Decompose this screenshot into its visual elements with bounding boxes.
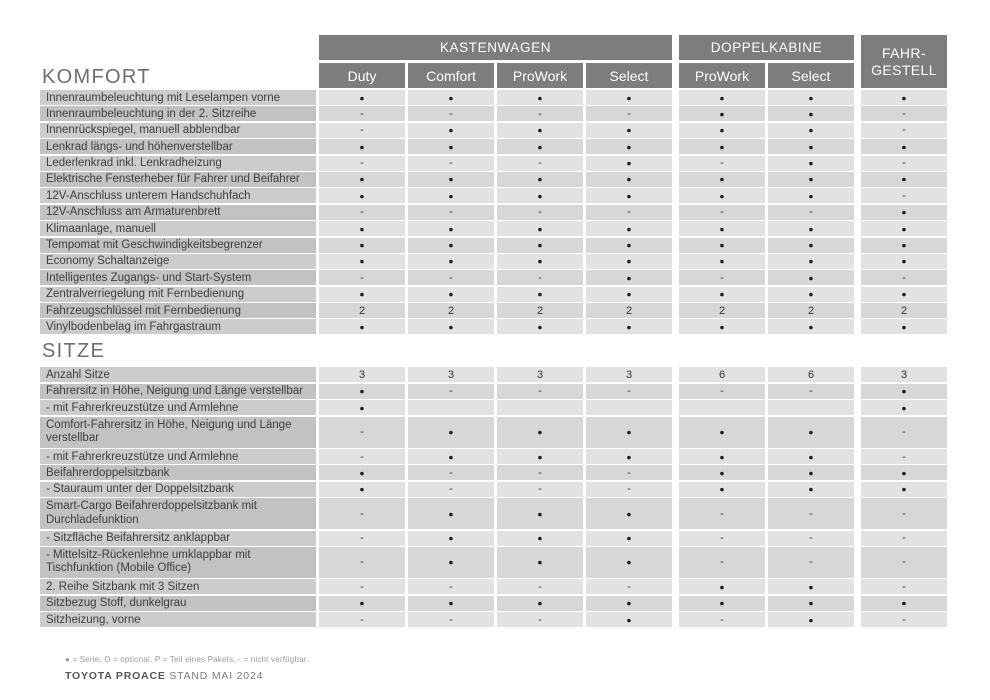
value-cell: ● [319, 221, 405, 236]
value-cell [679, 400, 765, 415]
value-cell: ● [768, 172, 854, 187]
value-cell: ● [679, 254, 765, 269]
table-row [40, 482, 990, 497]
value-cell: ● [319, 238, 405, 253]
value-cell: - [497, 482, 583, 497]
value-cell [408, 400, 494, 415]
value-cell: - [497, 465, 583, 480]
table-row [40, 384, 990, 399]
value-cell: ● [861, 90, 947, 105]
value-cell: ● [408, 188, 494, 203]
value-cell: - [319, 498, 405, 529]
value-cell: - [497, 106, 583, 121]
feature-label: 2. Reihe Sitzbank mit 3 Sitzen [40, 579, 316, 594]
trim-name-row [319, 63, 672, 88]
footer [40, 655, 990, 682]
feature-label: 12V-Anschluss unterem Handschuhfach [40, 188, 316, 203]
table-row [40, 254, 990, 269]
value-cell: - [497, 156, 583, 171]
table-row [40, 498, 990, 529]
table-row [40, 123, 990, 138]
value-cell: ● [768, 90, 854, 105]
feature-label: Smart-Cargo Beifahrerdoppelsitzbank mit Durchladefunktion [40, 498, 316, 529]
trim-column-header: ProWork [679, 63, 765, 88]
value-cell: ● [861, 172, 947, 187]
feature-label: Innenrückspiegel, manuell abblendbar [40, 123, 316, 138]
value-cell: ● [408, 547, 494, 578]
feature-label: Innenraumbeleuchtung in der 2. Sitzreihe [40, 106, 316, 121]
feature-label: Fahrersitz in Höhe, Neigung und Länge verstellbar [40, 384, 316, 399]
table-body [40, 90, 990, 627]
value-cell: ● [586, 156, 672, 171]
value-cell: - [861, 123, 947, 138]
value-cell: ● [861, 254, 947, 269]
column-groups [319, 35, 947, 88]
value-cell: ● [408, 172, 494, 187]
value-cell: ● [497, 417, 583, 448]
value-cell: - [679, 531, 765, 546]
trim-column-header: ProWork [497, 63, 583, 88]
value-cell: - [861, 417, 947, 448]
value-cell: ● [586, 90, 672, 105]
value-cell: ● [497, 449, 583, 464]
value-cell: ● [679, 172, 765, 187]
table-row [40, 303, 990, 318]
value-cell: 6 [679, 367, 765, 382]
value-cell: - [408, 482, 494, 497]
value-cell: 2 [861, 303, 947, 318]
value-cell: - [497, 270, 583, 285]
value-cell: ● [497, 254, 583, 269]
brand-line [65, 670, 990, 682]
value-cell [497, 400, 583, 415]
trim-column-header: Duty [319, 63, 405, 88]
trim-column-header: Comfort [408, 63, 494, 88]
value-cell: 2 [319, 303, 405, 318]
trim-column-header: Select [768, 63, 854, 88]
value-cell: 2 [408, 303, 494, 318]
value-cell: - [861, 449, 947, 464]
value-cell: ● [861, 139, 947, 154]
table-row [40, 612, 990, 627]
table-row [40, 221, 990, 236]
value-cell: ● [408, 449, 494, 464]
value-cell: ● [497, 498, 583, 529]
value-cell: ● [679, 139, 765, 154]
value-cell: ● [497, 547, 583, 578]
value-cell: ● [319, 172, 405, 187]
value-cell: 6 [768, 367, 854, 382]
value-cell: ● [586, 139, 672, 154]
value-cell: 3 [497, 367, 583, 382]
feature-label: - mit Fahrerkreuzstütze und Armlehne [40, 449, 316, 464]
table-row [40, 238, 990, 253]
value-cell: ● [679, 465, 765, 480]
group-header: KASTENWAGEN [319, 35, 672, 60]
value-cell: ● [861, 400, 947, 415]
table-row [40, 579, 990, 594]
feature-label: Klimaanlage, manuell [40, 221, 316, 236]
value-cell: ● [586, 270, 672, 285]
table-row [40, 172, 990, 187]
feature-label: Vinylbodenbelag im Fahrgastraum [40, 319, 316, 334]
value-cell: - [319, 547, 405, 578]
value-cell: - [497, 384, 583, 399]
value-cell: ● [408, 531, 494, 546]
value-cell: - [679, 498, 765, 529]
value-cell: - [408, 465, 494, 480]
value-cell: ● [319, 465, 405, 480]
value-cell: ● [408, 90, 494, 105]
table-row [40, 205, 990, 220]
table-row [40, 417, 990, 448]
value-cell: - [861, 547, 947, 578]
value-cell: ● [586, 319, 672, 334]
value-cell: ● [586, 188, 672, 203]
value-cell: - [319, 205, 405, 220]
value-cell: - [408, 106, 494, 121]
value-cell: ● [768, 139, 854, 154]
value-cell: ● [319, 139, 405, 154]
feature-label: Sitzbezug Stoff, dunkelgrau [40, 596, 316, 611]
value-cell: ● [586, 596, 672, 611]
value-cell: - [861, 579, 947, 594]
value-cell: ● [768, 221, 854, 236]
value-cell: - [861, 188, 947, 203]
value-cell: - [319, 579, 405, 594]
value-cell: 2 [497, 303, 583, 318]
table-row [40, 449, 990, 464]
value-cell: ● [408, 596, 494, 611]
value-cell: ● [497, 188, 583, 203]
value-cell: ● [586, 287, 672, 302]
value-cell: ● [679, 106, 765, 121]
value-cell: ● [408, 498, 494, 529]
table-row [40, 596, 990, 611]
value-cell: 3 [586, 367, 672, 382]
value-cell: ● [586, 254, 672, 269]
value-cell: ● [679, 482, 765, 497]
value-cell: - [408, 156, 494, 171]
value-cell: - [861, 612, 947, 627]
table-header [40, 35, 990, 88]
value-cell: ● [408, 238, 494, 253]
value-cell: - [861, 156, 947, 171]
value-cell: ● [408, 319, 494, 334]
value-cell: ● [497, 287, 583, 302]
value-cell: ● [497, 531, 583, 546]
value-cell: ● [586, 238, 672, 253]
value-cell: ● [861, 384, 947, 399]
group-doppelkabine [679, 35, 854, 88]
value-cell: ● [319, 287, 405, 302]
value-cell: ● [861, 482, 947, 497]
value-cell: ● [319, 188, 405, 203]
value-cell: ● [679, 579, 765, 594]
value-cell: ● [768, 579, 854, 594]
value-cell: ● [586, 123, 672, 138]
value-cell: ● [768, 238, 854, 253]
value-cell: ● [768, 188, 854, 203]
value-cell: ● [319, 400, 405, 415]
table-row [40, 90, 990, 105]
value-cell: ● [768, 465, 854, 480]
value-cell: ● [586, 221, 672, 236]
trim-column-header: Select [586, 63, 672, 88]
value-cell: - [319, 417, 405, 448]
feature-label: Sitzheizung, vorne [40, 612, 316, 627]
value-cell: ● [586, 172, 672, 187]
value-cell: ● [768, 319, 854, 334]
value-cell: - [679, 612, 765, 627]
value-cell: - [319, 449, 405, 464]
value-cell: - [861, 106, 947, 121]
value-cell: ● [319, 254, 405, 269]
value-cell: ● [861, 596, 947, 611]
feature-label: Beifahrerdoppelsitzbank [40, 465, 316, 480]
feature-label: Intelligentes Zugangs- und Start-System [40, 270, 316, 285]
value-cell: - [408, 205, 494, 220]
value-cell: - [497, 579, 583, 594]
value-cell: ● [768, 254, 854, 269]
value-cell: - [586, 384, 672, 399]
value-cell: - [586, 465, 672, 480]
feature-label: Innenraumbeleuchtung mit Leselampen vorne [40, 90, 316, 105]
value-cell: - [319, 156, 405, 171]
value-cell: ● [586, 612, 672, 627]
value-cell: - [768, 547, 854, 578]
value-cell: 2 [679, 303, 765, 318]
feature-label: - Sitzfläche Beifahrersitz anklappbar [40, 531, 316, 546]
value-cell: ● [679, 449, 765, 464]
value-cell: ● [319, 90, 405, 105]
value-cell: - [679, 270, 765, 285]
table-row [40, 106, 990, 121]
value-cell: ● [768, 449, 854, 464]
header-spacer [40, 35, 319, 88]
value-cell: ● [586, 498, 672, 529]
value-cell: ● [768, 417, 854, 448]
value-cell: ● [768, 596, 854, 611]
value-cell: ● [497, 90, 583, 105]
value-cell: - [319, 106, 405, 121]
value-cell: ● [408, 139, 494, 154]
value-cell: ● [679, 319, 765, 334]
feature-label: Elektrische Fensterheber für Fahrer und Beifahrer [40, 172, 316, 187]
value-cell: - [408, 579, 494, 594]
value-cell: 3 [408, 367, 494, 382]
value-cell: ● [679, 188, 765, 203]
value-cell: ● [861, 287, 947, 302]
value-cell: ● [497, 596, 583, 611]
value-cell: ● [861, 238, 947, 253]
value-cell: ● [586, 417, 672, 448]
value-cell: - [319, 531, 405, 546]
value-cell: ● [586, 547, 672, 578]
table-row [40, 400, 990, 415]
table-row [40, 367, 990, 382]
value-cell: - [768, 205, 854, 220]
value-cell: ● [497, 172, 583, 187]
value-cell: ● [768, 106, 854, 121]
value-cell: - [497, 205, 583, 220]
section-title-komfort: KOMFORT [42, 66, 151, 88]
value-cell: ● [497, 123, 583, 138]
value-cell: ● [861, 319, 947, 334]
value-cell: - [768, 531, 854, 546]
value-cell: - [586, 106, 672, 121]
section-title-sitze: SITZE [42, 340, 106, 363]
legend-text: ● = Serie, O = optional, P = Teil eines Pakets, - = nicht verfügbar. [65, 655, 309, 665]
value-cell: ● [319, 319, 405, 334]
feature-label: Anzahl Sitze [40, 367, 316, 382]
value-cell: 3 [861, 367, 947, 382]
value-cell: ● [497, 319, 583, 334]
value-cell: - [861, 498, 947, 529]
value-cell: ● [768, 287, 854, 302]
value-cell: ● [768, 123, 854, 138]
value-cell: - [679, 205, 765, 220]
value-cell: ● [768, 482, 854, 497]
value-cell: ● [408, 254, 494, 269]
value-cell: ● [861, 205, 947, 220]
value-cell: ● [679, 238, 765, 253]
value-cell: ● [679, 123, 765, 138]
value-cell: - [861, 531, 947, 546]
value-cell: ● [679, 90, 765, 105]
feature-label: Tempomat mit Geschwindigkeitsbegrenzer [40, 238, 316, 253]
value-cell: ● [408, 287, 494, 302]
value-cell: ● [408, 221, 494, 236]
value-cell: ● [319, 482, 405, 497]
value-cell: ● [679, 287, 765, 302]
feature-label: Economy Schaltanzeige [40, 254, 316, 269]
value-cell [768, 400, 854, 415]
value-cell: ● [679, 596, 765, 611]
table-row [40, 287, 990, 302]
value-cell [586, 400, 672, 415]
value-cell: - [408, 270, 494, 285]
value-cell: - [679, 156, 765, 171]
value-cell: - [586, 579, 672, 594]
value-cell: ● [861, 221, 947, 236]
value-cell: - [319, 612, 405, 627]
value-cell: - [679, 384, 765, 399]
value-cell: ● [768, 156, 854, 171]
group-header: DOPPELKABINE [679, 35, 854, 60]
group-kastenwagen [319, 35, 672, 88]
value-cell: - [768, 498, 854, 529]
value-cell: - [497, 612, 583, 627]
table-row [40, 465, 990, 480]
table-row [40, 139, 990, 154]
value-cell: - [586, 482, 672, 497]
stand-date: STAND MAI 2024 [169, 670, 264, 683]
brand-name: TOYOTA PROACE [65, 670, 166, 683]
value-cell: ● [408, 123, 494, 138]
value-cell: 2 [586, 303, 672, 318]
value-cell: - [319, 123, 405, 138]
value-cell: ● [408, 417, 494, 448]
feature-label: 12V-Anschluss am Armaturenbrett [40, 205, 316, 220]
feature-label: - mit Fahrerkreuzstütze und Armlehne [40, 400, 316, 415]
value-cell: ● [497, 221, 583, 236]
value-cell: - [768, 384, 854, 399]
value-cell: ● [861, 465, 947, 480]
value-cell: ● [319, 596, 405, 611]
value-cell: ● [319, 384, 405, 399]
value-cell: ● [679, 417, 765, 448]
value-cell: 3 [319, 367, 405, 382]
value-cell: - [861, 270, 947, 285]
value-cell: ● [497, 139, 583, 154]
table-row [40, 531, 990, 546]
value-cell: 2 [768, 303, 854, 318]
value-cell: ● [768, 270, 854, 285]
trim-name-row [679, 63, 854, 88]
value-cell: - [408, 612, 494, 627]
value-cell: - [408, 384, 494, 399]
table-row [40, 547, 990, 578]
value-cell: - [319, 270, 405, 285]
value-cell: - [679, 547, 765, 578]
value-cell: ● [497, 238, 583, 253]
fahrgestell-header: FAHR- GESTELL [861, 35, 947, 88]
feature-label: Fahrzeugschlüssel mit Fernbedienung [40, 303, 316, 318]
table-row [40, 188, 990, 203]
value-cell: ● [586, 449, 672, 464]
table-row [40, 319, 990, 334]
feature-label: - Stauraum unter der Doppelsitzbank [40, 482, 316, 497]
value-cell: - [586, 205, 672, 220]
feature-label: Lenkrad längs- und höhenverstellbar [40, 139, 316, 154]
value-cell: ● [586, 531, 672, 546]
feature-label: Zentralverriegelung mit Fernbedienung [40, 287, 316, 302]
feature-label: Lederlenkrad inkl. Lenkradheizung [40, 156, 316, 171]
value-cell: ● [679, 221, 765, 236]
table-row [40, 156, 990, 171]
feature-label: - Mittelsitz-Rückenlehne umklappbar mit Tischfunktion (Mobile Office) [40, 547, 316, 578]
table-row [40, 270, 990, 285]
feature-label: Comfort-Fahrersitz in Höhe, Neigung und Länge verstellbar [40, 417, 316, 448]
value-cell: ● [768, 612, 854, 627]
